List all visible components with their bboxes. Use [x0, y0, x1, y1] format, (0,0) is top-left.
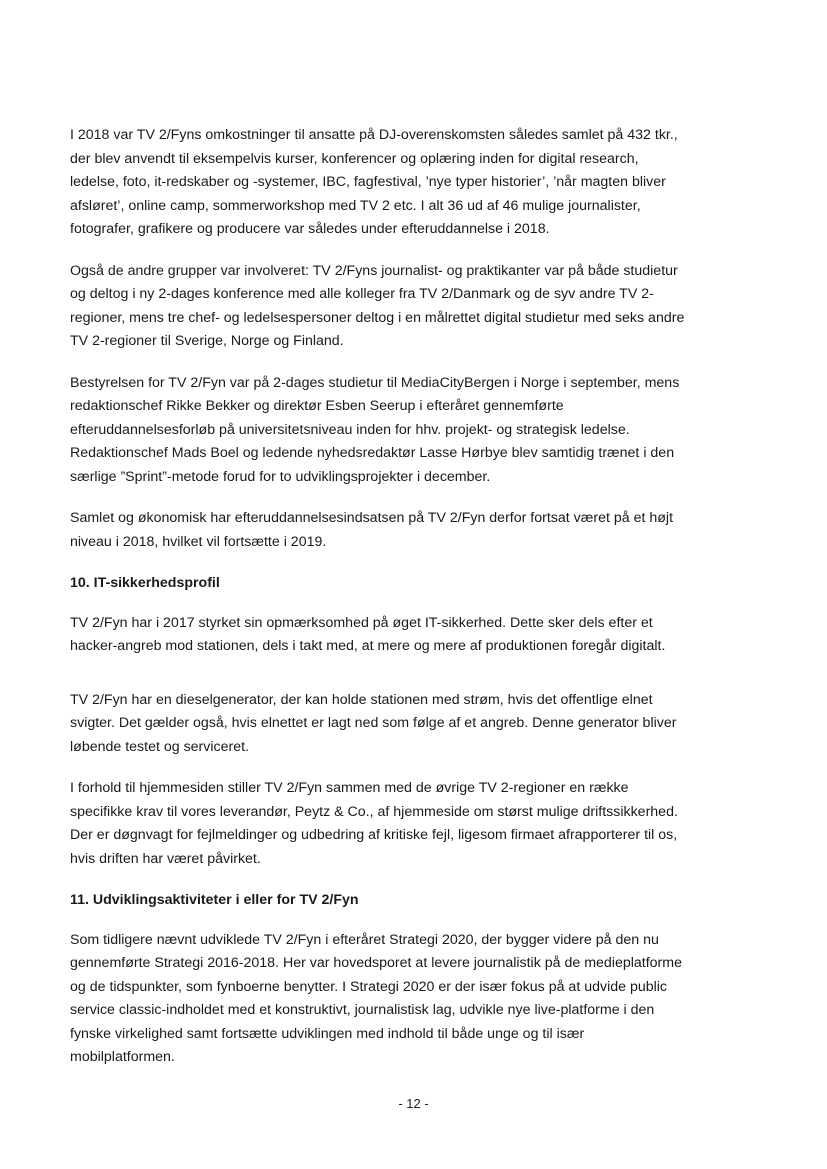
section-heading-it-security: 10. IT-sikkerhedsprofil	[70, 575, 220, 591]
paragraph-other-groups	[70, 260, 760, 354]
paragraph-it-security	[70, 612, 760, 659]
text-line: efteruddannelsesforløb på universitetsniveau inden for hhv. projekt- og strategisk ledelse.	[70, 421, 630, 438]
text-line: Redaktionschef Mads Boel og ledende nyhedsredaktør Lasse Hørbye blev samtidig trænet i den	[70, 445, 675, 461]
text-line: særlige ”Sprint”-metode forud for to udviklingsprojekter i december.	[70, 468, 491, 485]
text-line: regioner, mens tre chef- og ledelsespersoner deltog i en målrettet digital studietur med seks andre	[70, 309, 685, 326]
text-line: mobilplatformen.	[70, 1049, 175, 1065]
text-line: gennemførte Strategi 2016-2018. Her var hovedsporet at levere journalistik på de medieplatforme	[70, 955, 682, 971]
text-line: fotografer, grafikere og producere var således under efteruddannelse i 2018.	[70, 221, 550, 237]
text-line: I forhold til hjemmesiden stiller TV 2/Fyn sammen med de øvrige TV 2-regioner en række	[70, 780, 629, 796]
text-line: og de tidspunkter, som fynboerne benytter. I Strategi 2020 er der især fokus på at udvide public	[70, 978, 668, 995]
text-line: fynske virkelighed samt fortsætte udviklingen med indhold til både unge og til især	[70, 1025, 585, 1042]
section-heading-development: 11. Udviklingsaktiviteter i eller for TV 2/Fyn	[70, 892, 359, 908]
text-line: løbende testet og serviceret.	[70, 738, 250, 755]
text-line: Samlet og økonomisk har efteruddannelsesindsatsen på TV 2/Fyn derfor fortsat været på et højt	[70, 510, 674, 526]
paragraph-strategy-2020	[70, 929, 760, 1070]
text-line: Bestyrelsen for TV 2/Fyn var på 2-dages studietur til MediaCityBergen i Norge i september, mens	[70, 374, 680, 391]
text-line: Som tidligere nævnt udviklede TV 2/Fyn i efteråret Strategi 2020, der bygger videre på den nu	[70, 931, 659, 948]
text-line: ledelse, foto, it-redskaber og -systemer, IBC, fagfestival, ’nye typer historier’, ’når magten bliver	[70, 174, 666, 190]
page-number: - 12 -	[398, 1096, 429, 1111]
text-line: TV 2/Fyn har i 2017 styrket sin opmærksomhed på øget IT-sikkerhed. Dette sker dels efter et	[70, 614, 653, 631]
text-line: Der er døgnvagt for fejlmeldinger og udbedring af kritiske fejl, ligesom firmaet afrapporterer til os,	[70, 827, 678, 843]
text-line: TV 2/Fyn har en dieselgenerator, der kan holde stationen med strøm, hvis det offentlige elnet	[70, 691, 653, 708]
page-body	[70, 124, 760, 1088]
text-line: redaktionschef Rikke Bekker og direktør Esben Seerup i efteråret gennemførte	[70, 398, 564, 414]
text-line: og deltog i ny 2-dages konference med alle kolleger fra TV 2/Danmark og de syv andre TV 2-	[70, 286, 654, 302]
text-line: der blev anvendt til eksempelvis kurser, konferencer og oplæring inden for digital research,	[70, 150, 639, 167]
text-line: I 2018 var TV 2/Fyns omkostninger til ansatte på DJ-overenskomsten således samlet på 432 tkr.,	[70, 127, 678, 143]
text-line: TV 2-regioner til Sverige, Norge og Finland.	[70, 333, 344, 349]
text-line: hvis driften har været påvirket.	[70, 850, 261, 867]
text-line: specifikke krav til vores leverandør, Peytz & Co., af hjemmeside om størst mulige driftssikkerhed.	[70, 803, 678, 820]
paragraph-training-costs	[70, 124, 760, 242]
text-line: svigter. Det gælder også, hvis elnettet er lagt ned som følge af et angreb. Denne generator bliver	[70, 715, 677, 731]
text-line: hacker-angreb mod stationen, dels i takt med, at mere og mere af produktionen foregår digitalt.	[70, 638, 666, 654]
paragraph-website-requirements	[70, 777, 760, 871]
text-line: Også de andre grupper var involveret: TV 2/Fyns journalist- og praktikanter var på både studietur	[70, 262, 678, 279]
paragraph-diesel-generator	[70, 689, 760, 760]
text-line: niveau i 2018, hvilket vil fortsætte i 2019.	[70, 533, 327, 550]
paragraph-summary-2018	[70, 507, 760, 554]
text-line: service classic-indholdet med et konstruktivt, journalistisk lag, udvikle nye live-platforme i den	[70, 1002, 655, 1018]
text-line: afsløret’, online camp, sommerworkshop med TV 2 etc. I alt 36 ud af 46 mulige journalister,	[70, 197, 641, 214]
paragraph-board-study-trip	[70, 372, 760, 490]
